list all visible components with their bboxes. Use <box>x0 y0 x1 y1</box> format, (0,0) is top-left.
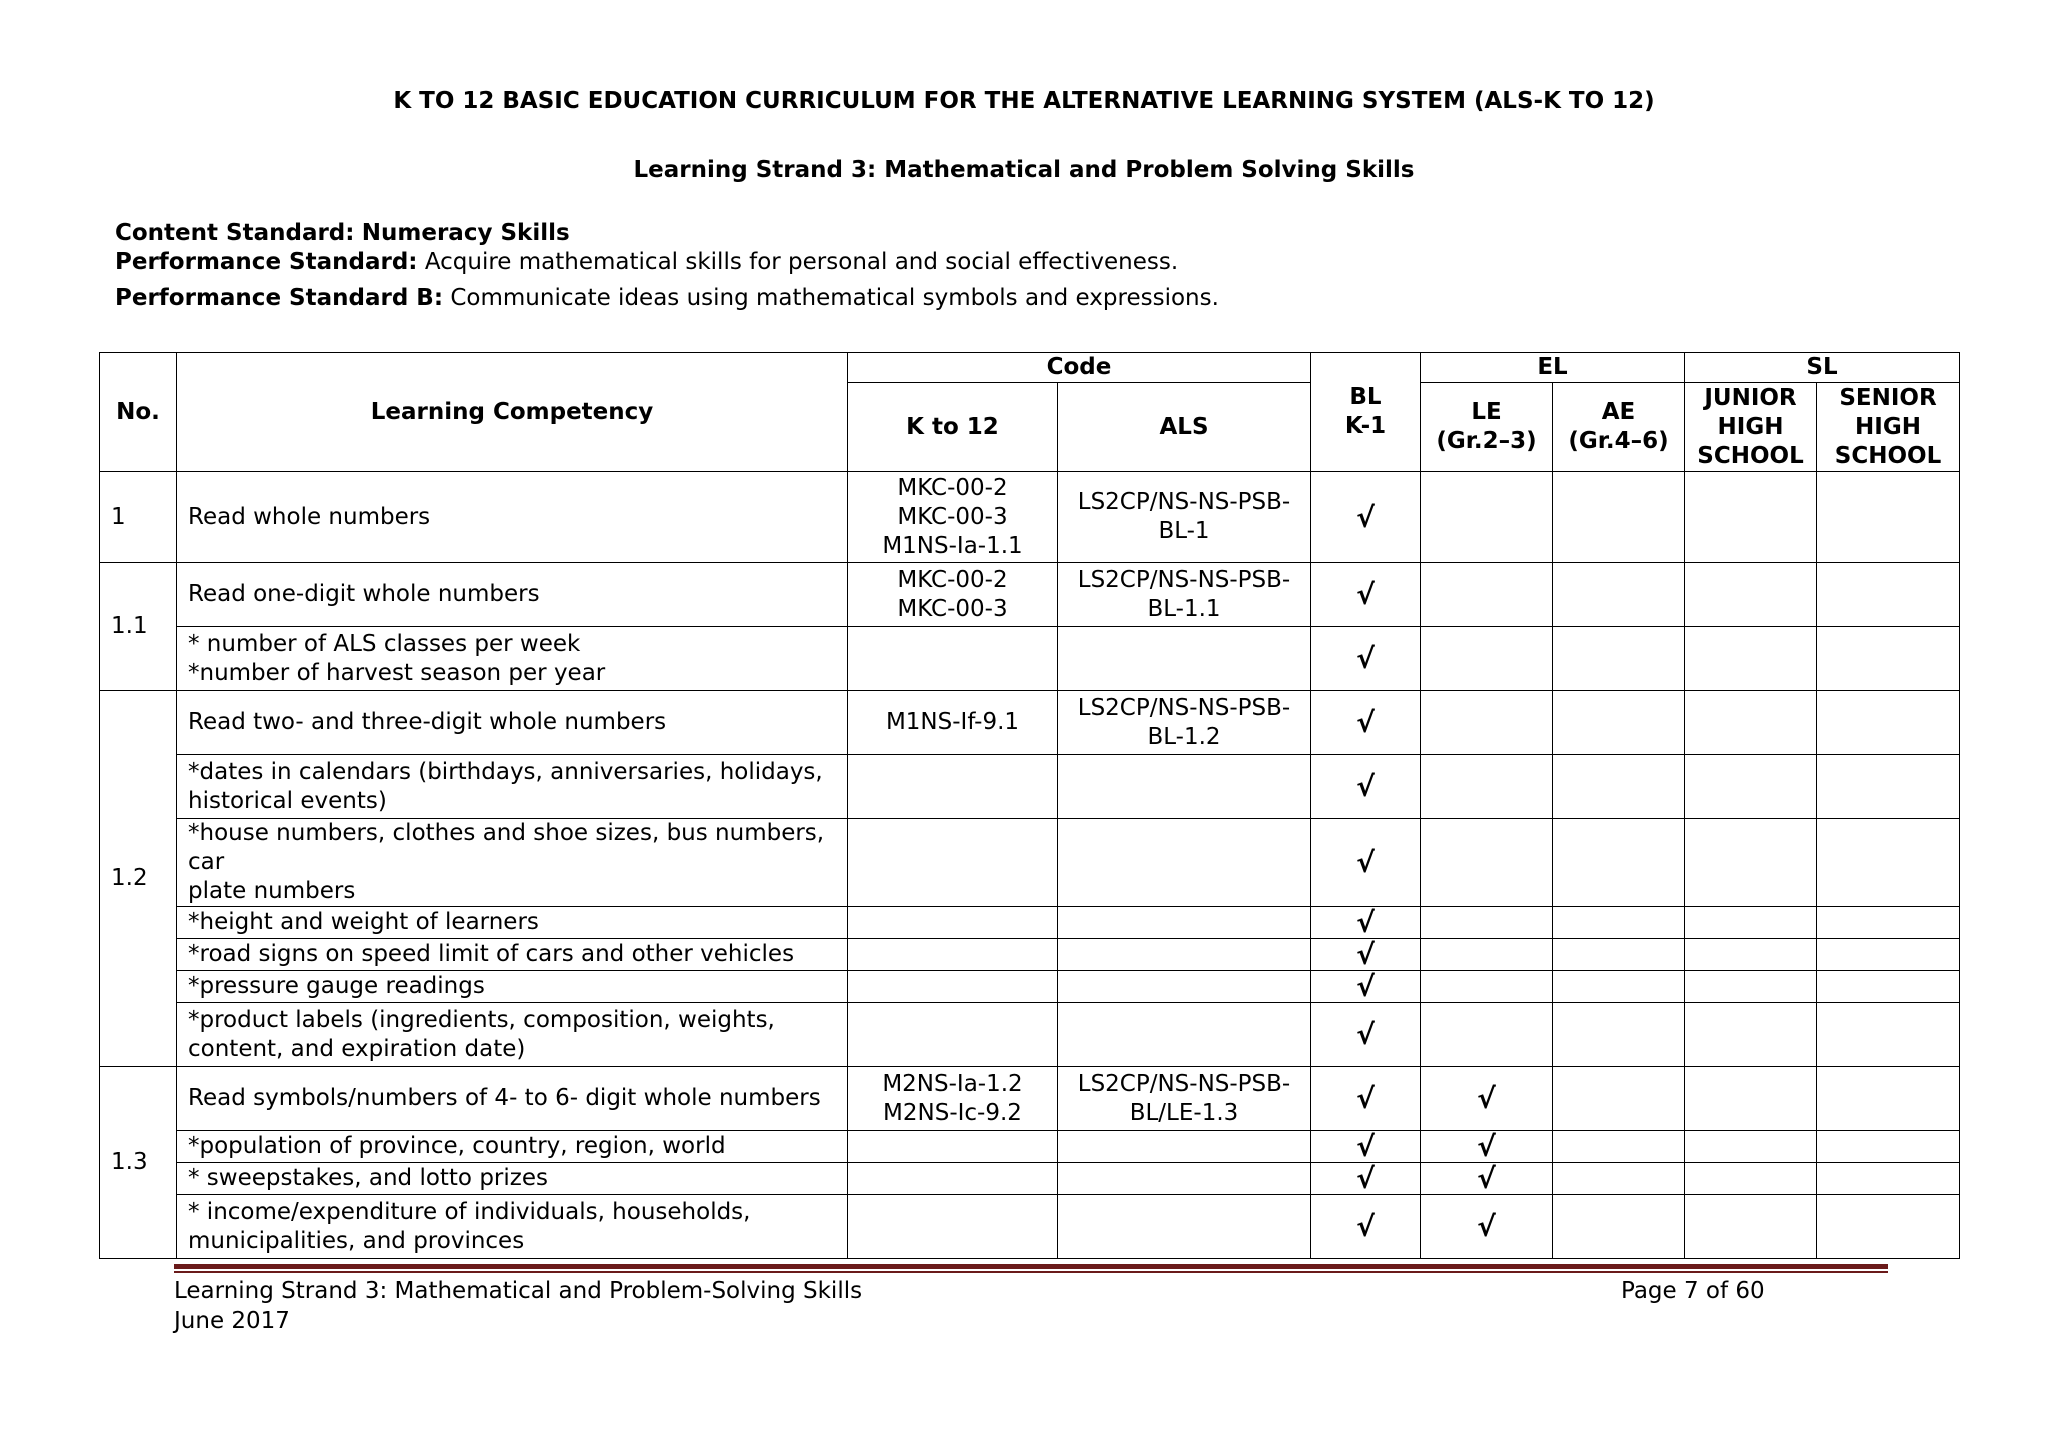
als-code: BL-1.2 <box>1147 723 1221 750</box>
le-cell <box>1421 939 1553 971</box>
table-row <box>100 1163 1960 1195</box>
le-cell <box>1421 627 1553 691</box>
jhs-cell <box>1685 1003 1817 1067</box>
shs-cell <box>1817 627 1960 691</box>
als-code-cell <box>1058 1067 1311 1131</box>
als-code-cell <box>1058 563 1311 627</box>
als-code-cell <box>1058 1131 1311 1163</box>
jhs-cell <box>1685 1163 1817 1195</box>
le-cell <box>1421 907 1553 939</box>
jhs-cell <box>1685 563 1817 627</box>
k12-code-cell <box>848 819 1058 907</box>
performance-standard-b-value: Communicate ideas using mathematical symbols and expressions. <box>450 285 1219 311</box>
shs-cell <box>1817 907 1960 939</box>
bl-check: √ <box>1311 1163 1421 1195</box>
competency-line: * number of ALS classes per week <box>188 630 581 657</box>
als-code-cell <box>1058 1003 1311 1067</box>
header-sl: SL <box>1685 353 1960 383</box>
header-bl-line1: BL <box>1349 384 1382 410</box>
shs-cell <box>1817 472 1960 563</box>
bl-check: √ <box>1311 939 1421 971</box>
shs-cell <box>1817 939 1960 971</box>
jhs-cell <box>1685 691 1817 755</box>
k12-code: M1NS-Ia-1.1 <box>882 532 1023 559</box>
ae-cell <box>1553 627 1685 691</box>
header-jhs-line3: SCHOOL <box>1697 442 1804 469</box>
header-als: ALS <box>1058 383 1311 472</box>
competency-cell <box>177 1195 848 1259</box>
footer-rule-thin <box>174 1271 1888 1273</box>
als-code: BL-1 <box>1158 518 1210 544</box>
shs-cell <box>1817 1131 1960 1163</box>
k12-code: MKC-00-3 <box>897 503 1008 530</box>
k12-code: M2NS-Ia-1.2 <box>882 1070 1023 1097</box>
footer-rule <box>174 1264 1888 1269</box>
shs-cell <box>1817 1003 1960 1067</box>
als-code: BL/LE-1.3 <box>1129 1099 1239 1126</box>
als-code-cell <box>1058 907 1311 939</box>
header-shs <box>1817 383 1960 472</box>
jhs-cell <box>1685 1067 1817 1131</box>
header-jhs-line2: HIGH <box>1717 413 1784 440</box>
le-check: √ <box>1421 1067 1553 1131</box>
header-bl-line2: K-1 <box>1344 413 1387 439</box>
le-cell <box>1421 691 1553 755</box>
table-row <box>100 971 1960 1003</box>
competency-cell: *pressure gauge readings <box>177 971 848 1003</box>
k12-code-cell <box>848 563 1058 627</box>
jhs-cell <box>1685 971 1817 1003</box>
document-title: K TO 12 BASIC EDUCATION CURRICULUM FOR THE ALTERNATIVE LEARNING SYSTEM (ALS-K TO 12) <box>393 88 1655 114</box>
ae-cell <box>1553 939 1685 971</box>
le-check: √ <box>1421 1131 1553 1163</box>
header-shs-line3: SCHOOL <box>1834 442 1942 469</box>
table-row <box>100 1195 1960 1259</box>
table-row <box>100 691 1960 755</box>
k12-code-cell <box>848 1163 1058 1195</box>
table-row <box>100 939 1960 971</box>
shs-cell <box>1817 1195 1960 1259</box>
header-bl <box>1311 353 1421 472</box>
header-jhs-line1: JUNIOR <box>1704 384 1797 411</box>
ae-cell <box>1553 819 1685 907</box>
competency-cell: *population of province, country, region, world <box>177 1131 848 1163</box>
header-row-1 <box>100 353 1960 383</box>
bl-check: √ <box>1311 1195 1421 1259</box>
k12-code-cell <box>848 755 1058 819</box>
competency-line: content, and expiration date) <box>188 1035 526 1062</box>
header-code: Code <box>848 353 1311 383</box>
content-standard <box>115 220 570 246</box>
als-code-cell <box>1058 627 1311 691</box>
k12-code-cell <box>848 1195 1058 1259</box>
als-code-cell <box>1058 472 1311 563</box>
ae-cell <box>1553 563 1685 627</box>
content-standard-label: Content Standard: <box>115 220 355 246</box>
header-shs-line2: HIGH <box>1855 413 1921 440</box>
jhs-cell <box>1685 472 1817 563</box>
shs-cell <box>1817 1067 1960 1131</box>
table-row <box>100 907 1960 939</box>
k12-code-cell <box>848 1131 1058 1163</box>
k12-code: MKC-00-2 <box>897 474 1008 501</box>
le-cell <box>1421 563 1553 627</box>
table-row <box>100 627 1960 691</box>
table-row <box>100 1003 1960 1067</box>
shs-cell <box>1817 563 1960 627</box>
k12-code-cell <box>848 627 1058 691</box>
performance-standard-value: Acquire mathematical skills for personal and social effectiveness. <box>424 249 1179 275</box>
competency-cell <box>177 1003 848 1067</box>
competency-cell <box>177 819 848 907</box>
header-ae-line1: AE <box>1601 399 1636 425</box>
le-cell <box>1421 1003 1553 1067</box>
bl-check: √ <box>1311 819 1421 907</box>
performance-standard <box>115 249 1178 275</box>
bl-check: √ <box>1311 1067 1421 1131</box>
ae-cell <box>1553 472 1685 563</box>
footer-date: June 2017 <box>174 1308 290 1334</box>
k12-code-cell <box>848 691 1058 755</box>
ae-cell <box>1553 971 1685 1003</box>
ae-cell <box>1553 691 1685 755</box>
jhs-cell <box>1685 819 1817 907</box>
als-code-cell <box>1058 755 1311 819</box>
competency-cell: Read two- and three-digit whole numbers <box>177 691 848 755</box>
performance-standard-label: Performance Standard: <box>115 249 418 275</box>
als-code-cell <box>1058 691 1311 755</box>
als-code-cell <box>1058 971 1311 1003</box>
header-le-line2: (Gr.2–3) <box>1436 428 1537 454</box>
ae-cell <box>1553 1163 1685 1195</box>
table-row <box>100 1067 1960 1131</box>
bl-check: √ <box>1311 563 1421 627</box>
k12-code: M1NS-If-9.1 <box>885 709 1020 735</box>
performance-standard-b <box>115 285 1219 311</box>
table-row <box>100 563 1960 627</box>
shs-cell <box>1817 819 1960 907</box>
table-row <box>100 1131 1960 1163</box>
k12-code: MKC-00-3 <box>897 595 1008 622</box>
row-number: 1.1 <box>100 563 177 691</box>
als-code-cell <box>1058 1163 1311 1195</box>
bl-check: √ <box>1311 907 1421 939</box>
bl-check: √ <box>1311 1003 1421 1067</box>
header-ae <box>1553 383 1685 472</box>
competency-table <box>99 352 1960 1259</box>
competency-cell <box>177 627 848 691</box>
jhs-cell <box>1685 939 1817 971</box>
k12-code-cell <box>848 1003 1058 1067</box>
ae-cell <box>1553 1067 1685 1131</box>
table-row <box>100 472 1960 563</box>
le-cell <box>1421 755 1553 819</box>
shs-cell <box>1817 691 1960 755</box>
le-check: √ <box>1421 1163 1553 1195</box>
competency-line: *house numbers, clothes and shoe sizes, bus numbers, car <box>188 820 825 875</box>
header-ae-line2: (Gr.4–6) <box>1568 428 1669 454</box>
als-code: LS2CP/NS-NS-PSB- <box>1077 566 1291 593</box>
jhs-cell <box>1685 1195 1817 1259</box>
bl-check: √ <box>1311 971 1421 1003</box>
bl-check: √ <box>1311 691 1421 755</box>
bl-check: √ <box>1311 1131 1421 1163</box>
als-code: LS2CP/NS-NS-PSB- <box>1077 1070 1291 1097</box>
k12-code-cell <box>848 907 1058 939</box>
competency-cell: Read one-digit whole numbers <box>177 563 848 627</box>
bl-check: √ <box>1311 755 1421 819</box>
ae-cell <box>1553 907 1685 939</box>
table-row <box>100 819 1960 907</box>
shs-cell <box>1817 1163 1960 1195</box>
performance-standard-b-label: Performance Standard B: <box>115 285 444 311</box>
competency-cell: *road signs on speed limit of cars and other vehicles <box>177 939 848 971</box>
le-check: √ <box>1421 1195 1553 1259</box>
bl-check: √ <box>1311 472 1421 563</box>
table-row <box>100 755 1960 819</box>
k12-code-cell <box>848 939 1058 971</box>
page-number: Page 7 of 60 <box>1621 1278 1765 1304</box>
als-code: LS2CP/NS-NS-PSB- <box>1077 489 1291 515</box>
ae-cell <box>1553 1131 1685 1163</box>
ae-cell <box>1553 1003 1685 1067</box>
competency-cell: Read whole numbers <box>177 472 848 563</box>
le-cell <box>1421 819 1553 907</box>
header-jhs <box>1685 383 1817 472</box>
header-no: No. <box>100 353 177 472</box>
ae-cell <box>1553 1195 1685 1259</box>
competency-line: *number of harvest season per year <box>188 659 606 686</box>
row-number: 1.3 <box>100 1067 177 1259</box>
als-code-cell <box>1058 939 1311 971</box>
ae-cell <box>1553 755 1685 819</box>
footer-strand: Learning Strand 3: Mathematical and Problem-Solving Skills <box>174 1278 863 1304</box>
als-code-cell <box>1058 819 1311 907</box>
competency-cell: Read symbols/numbers of 4- to 6- digit whole numbers <box>177 1067 848 1131</box>
als-code: LS2CP/NS-NS-PSB- <box>1077 694 1291 721</box>
header-le-line1: LE <box>1471 399 1502 425</box>
le-cell <box>1421 472 1553 563</box>
competency-cell: * sweepstakes, and lotto prizes <box>177 1163 848 1195</box>
strand-title: Learning Strand 3: Mathematical and Problem Solving Skills <box>633 157 1415 183</box>
als-code: BL-1.1 <box>1147 595 1221 622</box>
header-competency: Learning Competency <box>177 353 848 472</box>
header-shs-line1: SENIOR <box>1839 384 1937 411</box>
competency-line: * income/expenditure of individuals, households, <box>188 1198 751 1225</box>
le-cell <box>1421 971 1553 1003</box>
jhs-cell <box>1685 907 1817 939</box>
k12-code-cell <box>848 472 1058 563</box>
jhs-cell <box>1685 1131 1817 1163</box>
jhs-cell <box>1685 755 1817 819</box>
content-standard-value: Numeracy Skills <box>361 220 570 246</box>
header-k12: K to 12 <box>848 383 1058 472</box>
jhs-cell <box>1685 627 1817 691</box>
row-number: 1 <box>100 472 177 563</box>
shs-cell <box>1817 971 1960 1003</box>
header-le <box>1421 383 1553 472</box>
competency-line: *product labels (ingredients, composition, weights, <box>188 1006 775 1033</box>
row-number: 1.2 <box>100 691 177 1067</box>
competency-cell <box>177 755 848 819</box>
competency-line: *dates in calendars (birthdays, anniversaries, holidays, <box>188 758 823 785</box>
competency-line: plate numbers <box>188 878 356 904</box>
k12-code: MKC-00-2 <box>897 566 1008 593</box>
k12-code: M2NS-Ic-9.2 <box>883 1099 1022 1126</box>
k12-code-cell <box>848 971 1058 1003</box>
header-el: EL <box>1421 353 1685 383</box>
k12-code-cell <box>848 1067 1058 1131</box>
competency-line: municipalities, and provinces <box>188 1227 525 1254</box>
bl-check: √ <box>1311 627 1421 691</box>
shs-cell <box>1817 755 1960 819</box>
competency-line: historical events) <box>188 787 387 814</box>
als-code-cell <box>1058 1195 1311 1259</box>
competency-cell: *height and weight of learners <box>177 907 848 939</box>
